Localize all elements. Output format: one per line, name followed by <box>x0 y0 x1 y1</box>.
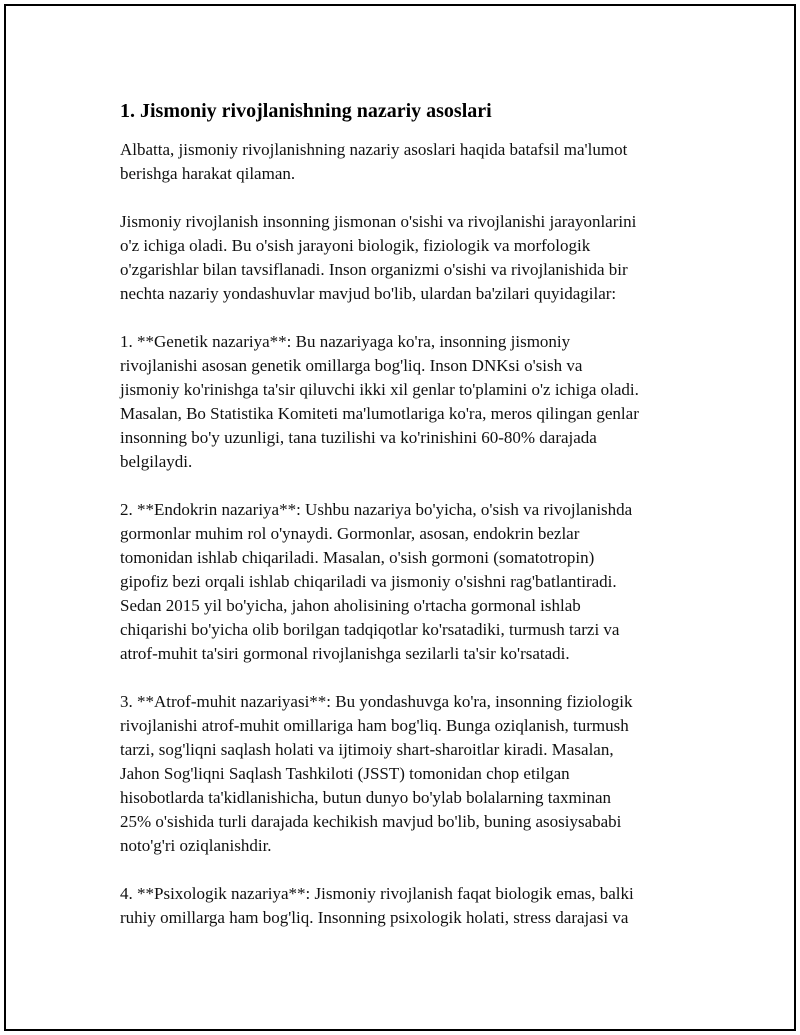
paragraph-genetic-theory: 1. **Genetik nazariya**: Bu nazariyaga ko'ra, insonning jismoniy rivojlanishi asosan genetik omillarga bog'liq. Inson DNKsi o'sish va jismoniy ko'rinishga ta'sir qiluvchi ikki xil genlar to'plamini o'z ichiga oladi. Masalan, Bo Statistika Komiteti ma'lumotlariga ko'ra, meros qilingan genlar insonning bo'y uzunligi, tana tuzilishi va ko'rinishini 60-80% darajada belgilaydi. <box>120 332 639 471</box>
paragraph-endocrine-theory: 2. **Endokrin nazariya**: Ushbu nazariya bo'yicha, o'sish va rivojlanishda gormonlar muhim rol o'ynaydi. Gormonlar, asosan, endokrin bezlar tomonidan ishlab chiqariladi. Masalan, o'sish gormoni (somatotropin) gipofiz bezi orqali ishlab chiqariladi va jismoniy o'sishni rag'batlantiradi. Sedan 2015 yil bo'yicha, jahon aholisining o'rtacha gormonal ishlab chiqarishi bo'yicha olib borilgan tadqiqotlar ko'rsatadiki, turmush tarzi va atrof-muhit ta'siri gormonal rivojlanishga sezilarli ta'sir ko'rsatadi. <box>120 500 633 663</box>
paragraph-overview: Jismoniy rivojlanish insonning jismonan o'sishi va rivojlanishi jarayonlarini o'z ichiga oladi. Bu o'sish jarayoni biologik, fiziologik va morfologik o'zgarishlar bilan tavsiflanadi. Inson organizmi o'sishi va rivojlanishida bir nechta nazariy yondashuvlar mavjud bo'lib, ulardan ba'zilari quyidagilar: <box>120 212 637 303</box>
paragraph-environment-theory: 3. **Atrof-muhit nazariyasi**: Bu yondashuvga ko'ra, insonning fiziologik rivojlanishi atrof-muhit omillariga ham bog'liq. Bunga oziqlanish, turmush tarzi, sog'liqni saqlash holati va ijtimoiy shart-sharoitlar kiradi. Masalan, Jahon Sog'liqni Saqlash Tashkiloti (JSST) tomonidan chop etilgan hisobotlarda ta'kidlanishicha, butun dunyo bo'ylab bolalarning taxminan 25% o'sishida turli darajada kechikish mavjud bo'lib, buning asosiysababi noto'g'ri oziqlanishdir. <box>120 692 633 855</box>
page-title: 1. Jismoniy rivojlanishning nazariy asoslari <box>120 100 492 122</box>
paragraph-psychological-theory: 4. **Psixologik nazariya**: Jismoniy rivojlanish faqat biologik emas, balki ruhiy omillarga ham bog'liq. Insonning psixologik holati, stress darajasi va <box>120 884 634 927</box>
paragraph-intro: Albatta, jismoniy rivojlanishning nazariy asoslari haqida batafsil ma'lumot berishga harakat qilaman. <box>120 140 628 183</box>
document-body <box>120 98 700 954</box>
document-page <box>4 4 796 1031</box>
